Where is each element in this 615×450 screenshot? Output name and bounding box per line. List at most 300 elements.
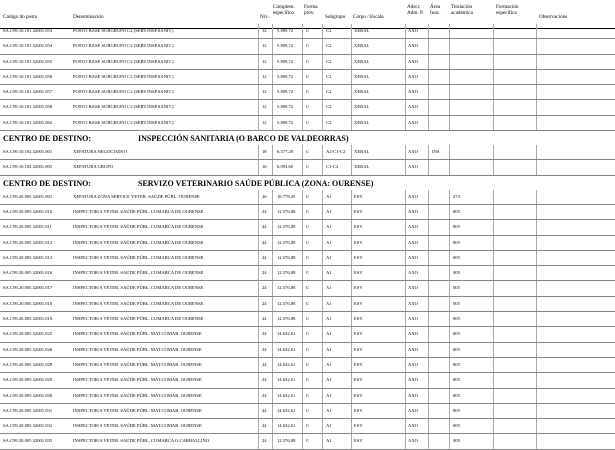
cell-corpo: ESV bbox=[354, 331, 363, 337]
column-divider bbox=[272, 220, 273, 234]
cell-codigo: SA.C99.20.005.32001.016 bbox=[3, 270, 53, 276]
cell-corpo: ESV bbox=[354, 407, 363, 413]
column-divider bbox=[258, 343, 259, 357]
column-divider bbox=[272, 205, 273, 219]
column-divider bbox=[302, 145, 303, 159]
column-divider bbox=[428, 160, 429, 174]
column-divider bbox=[322, 190, 323, 204]
cell-codigo: SA.C99.20.005.32001.013 bbox=[3, 254, 53, 260]
cell-corpo: XERAL bbox=[354, 149, 370, 155]
column-divider bbox=[351, 419, 352, 433]
column-divider bbox=[272, 373, 273, 387]
column-divider bbox=[302, 100, 303, 114]
column-divider bbox=[351, 266, 352, 280]
table-row bbox=[0, 220, 615, 235]
table-row bbox=[0, 24, 615, 39]
column-divider bbox=[428, 100, 429, 114]
cell-subgrupo: A1 bbox=[326, 377, 332, 383]
cell-denominacion: POSTO BASE SUBGRUPO C2 (SERV.INSP.SANIT.) bbox=[73, 73, 174, 79]
cell-corpo: ESV bbox=[354, 438, 363, 444]
column-divider bbox=[493, 373, 494, 387]
cell-adscr: AXO bbox=[408, 285, 418, 291]
cell-complemento: 12.576,88 bbox=[277, 270, 296, 276]
cell-adscr: AXO bbox=[408, 438, 418, 444]
cell-adscr: AXO bbox=[408, 331, 418, 337]
column-divider bbox=[449, 100, 450, 114]
cell-nivel: 24 bbox=[262, 377, 267, 383]
cell-complemento: 12.576,88 bbox=[277, 239, 296, 245]
column-divider bbox=[302, 70, 303, 84]
column-divider bbox=[258, 327, 259, 341]
cell-titulacion: 005 bbox=[453, 423, 460, 429]
cell-complemento: 16.778,45 bbox=[277, 193, 296, 199]
column-divider bbox=[272, 190, 273, 204]
column-divider bbox=[493, 190, 494, 204]
cell-nivel: 24 bbox=[262, 270, 267, 276]
cell-subgrupo: C2 bbox=[326, 104, 332, 110]
cell-complemento: 6.377,20 bbox=[277, 149, 294, 155]
cell-complemento: 5.809,72 bbox=[277, 28, 294, 33]
cell-adscr: AXO bbox=[408, 300, 418, 306]
column-divider bbox=[351, 100, 352, 114]
cell-adscr: AXO bbox=[408, 361, 418, 367]
column-divider bbox=[428, 39, 429, 53]
column-divider bbox=[272, 39, 273, 53]
column-divider bbox=[272, 100, 273, 114]
column-divider bbox=[258, 70, 259, 84]
column-divider bbox=[351, 220, 352, 234]
column-divider bbox=[493, 116, 494, 130]
column-divider bbox=[536, 434, 537, 448]
column-divider bbox=[536, 160, 537, 174]
cell-codigo: SA.C99.10.101.32001.057 bbox=[3, 89, 53, 95]
cell-corpo: ESV bbox=[354, 377, 363, 383]
cell-subgrupo: A1 bbox=[326, 407, 332, 413]
column-divider bbox=[428, 236, 429, 250]
cell-forma: C bbox=[306, 377, 310, 383]
cell-adscr: AXO bbox=[408, 104, 418, 110]
column-divider bbox=[536, 55, 537, 69]
column-divider bbox=[302, 236, 303, 250]
cell-titulacion: 005 bbox=[453, 300, 460, 306]
column-divider bbox=[536, 24, 537, 38]
cell-codigo: SA.C99.20.005.32001.032 bbox=[3, 423, 53, 429]
cell-nivel: 24 bbox=[262, 392, 267, 398]
column-divider bbox=[272, 116, 273, 130]
table-row bbox=[0, 297, 615, 312]
table-row bbox=[0, 39, 615, 54]
column-divider bbox=[405, 343, 406, 357]
column-divider bbox=[493, 297, 494, 311]
column-divider bbox=[405, 220, 406, 234]
column-divider bbox=[322, 419, 323, 433]
cell-corpo: ESV bbox=[354, 239, 363, 245]
column-divider bbox=[493, 327, 494, 341]
cell-codigo: SA.C99.10.101.32001.056 bbox=[3, 73, 53, 79]
cell-adscr: AXO bbox=[408, 193, 418, 199]
column-divider bbox=[322, 100, 323, 114]
column-divider bbox=[258, 160, 259, 174]
cell-adscr: AXO bbox=[408, 164, 418, 170]
cell-corpo: ESV bbox=[354, 361, 363, 367]
cell-codigo: SA.C99.20.005.32001.012 bbox=[3, 239, 53, 245]
col-nivel: Niv. bbox=[260, 14, 269, 20]
cell-forma: C bbox=[306, 43, 310, 49]
cell-denominacion: INSPECTOR/A VETER. SAÚDE PÚBL. COMARCA O CARBALLIÑO bbox=[73, 438, 210, 444]
table-row bbox=[0, 281, 615, 296]
column-divider bbox=[428, 116, 429, 130]
column-divider bbox=[428, 55, 429, 69]
cell-complemento: 5.809,72 bbox=[277, 119, 294, 125]
cell-subgrupo: C2 bbox=[326, 73, 332, 79]
column-divider bbox=[449, 343, 450, 357]
section-label: CENTRO DE DESTINO: bbox=[3, 178, 92, 188]
cell-corpo: XERAL bbox=[354, 119, 370, 125]
column-divider bbox=[322, 327, 323, 341]
column-divider bbox=[405, 251, 406, 265]
column-divider bbox=[302, 327, 303, 341]
column-divider bbox=[302, 220, 303, 234]
column-divider bbox=[405, 236, 406, 250]
column-divider bbox=[322, 297, 323, 311]
column-divider bbox=[493, 389, 494, 403]
cell-subgrupo: C2 bbox=[326, 89, 332, 95]
cell-codigo: SA.C99.20.005.32001.018 bbox=[3, 300, 53, 306]
column-divider bbox=[258, 39, 259, 53]
column-divider bbox=[258, 55, 259, 69]
column-divider bbox=[536, 404, 537, 418]
column-divider bbox=[258, 297, 259, 311]
column-divider bbox=[536, 205, 537, 219]
column-divider bbox=[322, 160, 323, 174]
column-divider bbox=[405, 70, 406, 84]
column-divider bbox=[272, 70, 273, 84]
column-divider bbox=[272, 358, 273, 372]
cell-subgrupo: A1 bbox=[326, 224, 332, 230]
column-divider bbox=[405, 160, 406, 174]
cell-forma: C bbox=[306, 149, 310, 155]
column-divider bbox=[536, 373, 537, 387]
cell-denominacion: INSPECTOR/A VETER. SAÚDE PÚBL. MAT.COMAR. OURENSE bbox=[73, 377, 202, 383]
column-divider bbox=[449, 404, 450, 418]
column-divider bbox=[449, 236, 450, 250]
column-divider bbox=[449, 266, 450, 280]
cell-denominacion: POSTO BASE SUBGRUPO C2 (SERV.INSP.SANIT.) bbox=[73, 28, 174, 33]
cell-denominacion: INSPECTOR/A VETER. SAÚDE PÚBL. MAT.COMAR. OURENSE bbox=[73, 423, 202, 429]
col-subgrupo: Subgrupo bbox=[325, 14, 346, 20]
cell-forma: C bbox=[306, 89, 310, 95]
column-divider bbox=[428, 266, 429, 280]
column-divider bbox=[302, 389, 303, 403]
column-divider bbox=[493, 312, 494, 326]
cell-nivel: 24 bbox=[262, 346, 267, 352]
cell-titulacion: 005 bbox=[453, 239, 460, 245]
column-divider bbox=[272, 55, 273, 69]
column-divider bbox=[428, 220, 429, 234]
cell-titulacion: 005 bbox=[453, 254, 460, 260]
cell-codigo: SA.C99.20.005.32001.019 bbox=[3, 316, 53, 322]
column-divider bbox=[272, 281, 273, 295]
column-divider bbox=[258, 266, 259, 280]
cell-subgrupo: A1 bbox=[326, 254, 332, 260]
cell-codigo: SA.C99.10.102.32001.005 bbox=[3, 164, 53, 170]
cell-forma: C bbox=[306, 438, 310, 444]
column-divider bbox=[428, 24, 429, 38]
cell-nivel: 12 bbox=[262, 58, 267, 64]
column-divider bbox=[428, 281, 429, 295]
column-divider bbox=[258, 85, 259, 99]
column-divider bbox=[405, 312, 406, 326]
cell-complemento: 12.576,88 bbox=[277, 285, 296, 291]
col-codigo: Código do posto bbox=[3, 14, 38, 20]
column-divider bbox=[322, 343, 323, 357]
column-divider bbox=[428, 312, 429, 326]
column-divider bbox=[449, 85, 450, 99]
column-divider bbox=[405, 266, 406, 280]
column-divider bbox=[536, 85, 537, 99]
cell-nivel: 24 bbox=[262, 316, 267, 322]
column-divider bbox=[536, 220, 537, 234]
column-divider bbox=[536, 39, 537, 53]
cell-subgrupo: C2 bbox=[326, 28, 332, 33]
column-divider bbox=[258, 251, 259, 265]
column-divider bbox=[405, 281, 406, 295]
cell-forma: C bbox=[306, 28, 310, 33]
column-divider bbox=[449, 220, 450, 234]
column-divider bbox=[428, 70, 429, 84]
cell-denominacion: XEFATURA NEGOCIADO I bbox=[73, 149, 128, 155]
cell-adscr: AXO bbox=[408, 407, 418, 413]
cell-nivel: 24 bbox=[262, 438, 267, 444]
cell-corpo: XERAL bbox=[354, 28, 370, 33]
cell-forma: C bbox=[306, 361, 310, 367]
table-row bbox=[0, 419, 615, 434]
column-divider bbox=[322, 389, 323, 403]
cell-forma: C bbox=[306, 407, 310, 413]
column-divider bbox=[493, 85, 494, 99]
cell-titulacion: 005 bbox=[453, 224, 460, 230]
cell-denominacion: INSPECTOR/A VETER. SAÚDE PÚBL. COMARCA DE OURENSE bbox=[73, 208, 204, 214]
cell-nivel: 12 bbox=[262, 73, 267, 79]
column-divider bbox=[536, 312, 537, 326]
cell-adscr: AXO bbox=[408, 239, 418, 245]
column-divider bbox=[449, 190, 450, 204]
cell-complemento: 5.809,72 bbox=[277, 89, 294, 95]
column-divider bbox=[493, 205, 494, 219]
cell-denominacion: XEFATURA ZONA SERVICE VETER. SAÚDE PÚBL. OURENSE bbox=[73, 193, 200, 199]
column-divider bbox=[405, 389, 406, 403]
cell-complemento: 12.576,88 bbox=[277, 438, 296, 444]
column-divider bbox=[302, 205, 303, 219]
column-divider bbox=[405, 327, 406, 341]
column-divider bbox=[493, 358, 494, 372]
cell-corpo: ESV bbox=[354, 392, 363, 398]
cell-corpo: ESV bbox=[354, 346, 363, 352]
column-divider bbox=[536, 190, 537, 204]
column-divider bbox=[493, 220, 494, 234]
column-divider bbox=[322, 236, 323, 250]
cell-titulacion: 005 bbox=[453, 316, 460, 322]
table-row bbox=[0, 70, 615, 85]
column-divider bbox=[351, 85, 352, 99]
column-divider bbox=[405, 39, 406, 53]
cell-complemento: 12.576,88 bbox=[277, 300, 296, 306]
column-divider bbox=[258, 434, 259, 448]
column-divider bbox=[258, 358, 259, 372]
cell-corpo: ESV bbox=[354, 270, 363, 276]
column-divider bbox=[272, 389, 273, 403]
cell-codigo: SA.C99.20.005.32001.001 bbox=[3, 193, 53, 199]
cell-corpo: XERAL bbox=[354, 73, 370, 79]
cell-forma: C bbox=[306, 423, 310, 429]
column-divider bbox=[536, 251, 537, 265]
cell-subgrupo: A1 bbox=[326, 300, 332, 306]
column-divider bbox=[258, 281, 259, 295]
column-divider bbox=[428, 85, 429, 99]
column-divider bbox=[536, 266, 537, 280]
col-corpo: Corpo / Escala bbox=[353, 14, 384, 20]
column-divider bbox=[405, 404, 406, 418]
column-divider bbox=[258, 220, 259, 234]
column-divider bbox=[536, 145, 537, 159]
cell-denominacion: XEFATURA GRUPO bbox=[73, 164, 114, 170]
section-heading bbox=[0, 176, 615, 190]
column-divider bbox=[449, 55, 450, 69]
column-divider bbox=[405, 373, 406, 387]
column-divider bbox=[272, 434, 273, 448]
cell-complemento: 14.632,61 bbox=[277, 423, 296, 429]
cell-forma: C bbox=[306, 254, 310, 260]
column-divider bbox=[449, 39, 450, 53]
column-divider bbox=[351, 160, 352, 174]
cell-codigo: SA.C99.10.101.32001.054 bbox=[3, 43, 53, 49]
column-divider bbox=[322, 145, 323, 159]
column-divider bbox=[536, 297, 537, 311]
column-divider bbox=[302, 312, 303, 326]
column-divider bbox=[493, 39, 494, 53]
cell-corpo: XERAL bbox=[354, 89, 370, 95]
cell-corpo: ESV bbox=[354, 208, 363, 214]
cell-corpo: ESV bbox=[354, 300, 363, 306]
cell-nivel: 12 bbox=[262, 104, 267, 110]
table-row bbox=[0, 55, 615, 70]
table-row bbox=[0, 100, 615, 115]
cell-denominacion: POSTO BASE SUBGRUPO C2 (SERV.INSP.SANIT.) bbox=[73, 104, 174, 110]
table-row bbox=[0, 312, 615, 327]
column-divider bbox=[536, 343, 537, 357]
column-divider bbox=[449, 434, 450, 448]
cell-titulacion: 005 bbox=[453, 331, 460, 337]
cell-nivel: 24 bbox=[262, 423, 267, 429]
column-divider bbox=[449, 327, 450, 341]
cell-forma: C bbox=[306, 119, 310, 125]
column-divider bbox=[351, 70, 352, 84]
cell-subgrupo: A1 bbox=[326, 239, 332, 245]
cell-nivel: 24 bbox=[262, 407, 267, 413]
cell-corpo: ESV bbox=[354, 193, 363, 199]
column-divider bbox=[322, 251, 323, 265]
column-divider bbox=[428, 145, 429, 159]
cell-area: INS bbox=[432, 149, 440, 155]
column-divider bbox=[302, 160, 303, 174]
column-divider bbox=[272, 419, 273, 433]
column-divider bbox=[302, 343, 303, 357]
cell-complemento: 12.576,88 bbox=[277, 254, 296, 260]
cell-subgrupo: A1 bbox=[326, 346, 332, 352]
cell-denominacion: INSPECTOR/A VETER. SAÚDE PÚBL. MAT.COMAR. OURENSE bbox=[73, 361, 202, 367]
column-divider bbox=[351, 251, 352, 265]
column-divider bbox=[493, 160, 494, 174]
cell-adscr: AXO bbox=[408, 224, 418, 230]
cell-forma: C bbox=[306, 346, 310, 352]
cell-codigo: SA.C99.20.005.32001.035 bbox=[3, 438, 53, 444]
column-divider bbox=[493, 236, 494, 250]
cell-codigo: SA.C99.20.005.32001.030 bbox=[3, 392, 53, 398]
column-divider bbox=[449, 24, 450, 38]
column-divider bbox=[536, 236, 537, 250]
cell-denominacion: POSTO BASE SUBGRUPO C2 (SERV.INSP.SANIT.) bbox=[73, 43, 174, 49]
cell-titulacion: 005 bbox=[453, 285, 460, 291]
cell-complemento: 6.093,60 bbox=[277, 164, 294, 170]
table-row bbox=[0, 358, 615, 373]
cell-titulacion: 273 bbox=[453, 193, 460, 199]
column-divider bbox=[493, 266, 494, 280]
cell-forma: C bbox=[306, 285, 310, 291]
cell-denominacion: INSPECTOR/A VETER. SAÚDE PÚBL. MAT.COMAR. OURENSE bbox=[73, 407, 202, 413]
cell-nivel: 12 bbox=[262, 89, 267, 95]
cell-nivel: 24 bbox=[262, 224, 267, 230]
column-divider bbox=[449, 389, 450, 403]
cell-subgrupo: A1 bbox=[326, 423, 332, 429]
column-divider bbox=[351, 327, 352, 341]
column-divider bbox=[351, 358, 352, 372]
column-divider bbox=[493, 343, 494, 357]
cell-corpo: ESV bbox=[354, 316, 363, 322]
cell-forma: C bbox=[306, 164, 310, 170]
column-divider bbox=[493, 281, 494, 295]
cell-adscr: AXO bbox=[408, 377, 418, 383]
column-divider bbox=[351, 24, 352, 38]
cell-nivel: 24 bbox=[262, 239, 267, 245]
cell-complemento: 14.632,61 bbox=[277, 361, 296, 367]
column-divider bbox=[351, 145, 352, 159]
table-row bbox=[0, 160, 615, 175]
cell-nivel: 24 bbox=[262, 361, 267, 367]
table-row bbox=[0, 116, 615, 131]
col-titulacion: Titulación académica bbox=[451, 4, 473, 16]
cell-titulacion: 005 bbox=[453, 377, 460, 383]
column-divider bbox=[351, 281, 352, 295]
column-divider bbox=[272, 251, 273, 265]
cell-nivel: 18 bbox=[262, 149, 267, 155]
table-row bbox=[0, 434, 615, 449]
cell-adscr: AXO bbox=[408, 149, 418, 155]
column-divider bbox=[258, 145, 259, 159]
table-row bbox=[0, 327, 615, 342]
column-divider bbox=[449, 297, 450, 311]
column-divider bbox=[405, 434, 406, 448]
cell-forma: C bbox=[306, 331, 310, 337]
cell-forma: C bbox=[306, 224, 310, 230]
cell-denominacion: INSPECTOR/A VETER. SAÚDE PÚBL. COMARCA DE OURENSE bbox=[73, 239, 204, 245]
cell-complemento: 14.632,61 bbox=[277, 377, 296, 383]
column-divider bbox=[536, 419, 537, 433]
column-divider bbox=[405, 205, 406, 219]
cell-subgrupo: C2 bbox=[326, 43, 332, 49]
column-divider bbox=[302, 190, 303, 204]
cell-complemento: 5.809,72 bbox=[277, 104, 294, 110]
column-divider bbox=[428, 343, 429, 357]
